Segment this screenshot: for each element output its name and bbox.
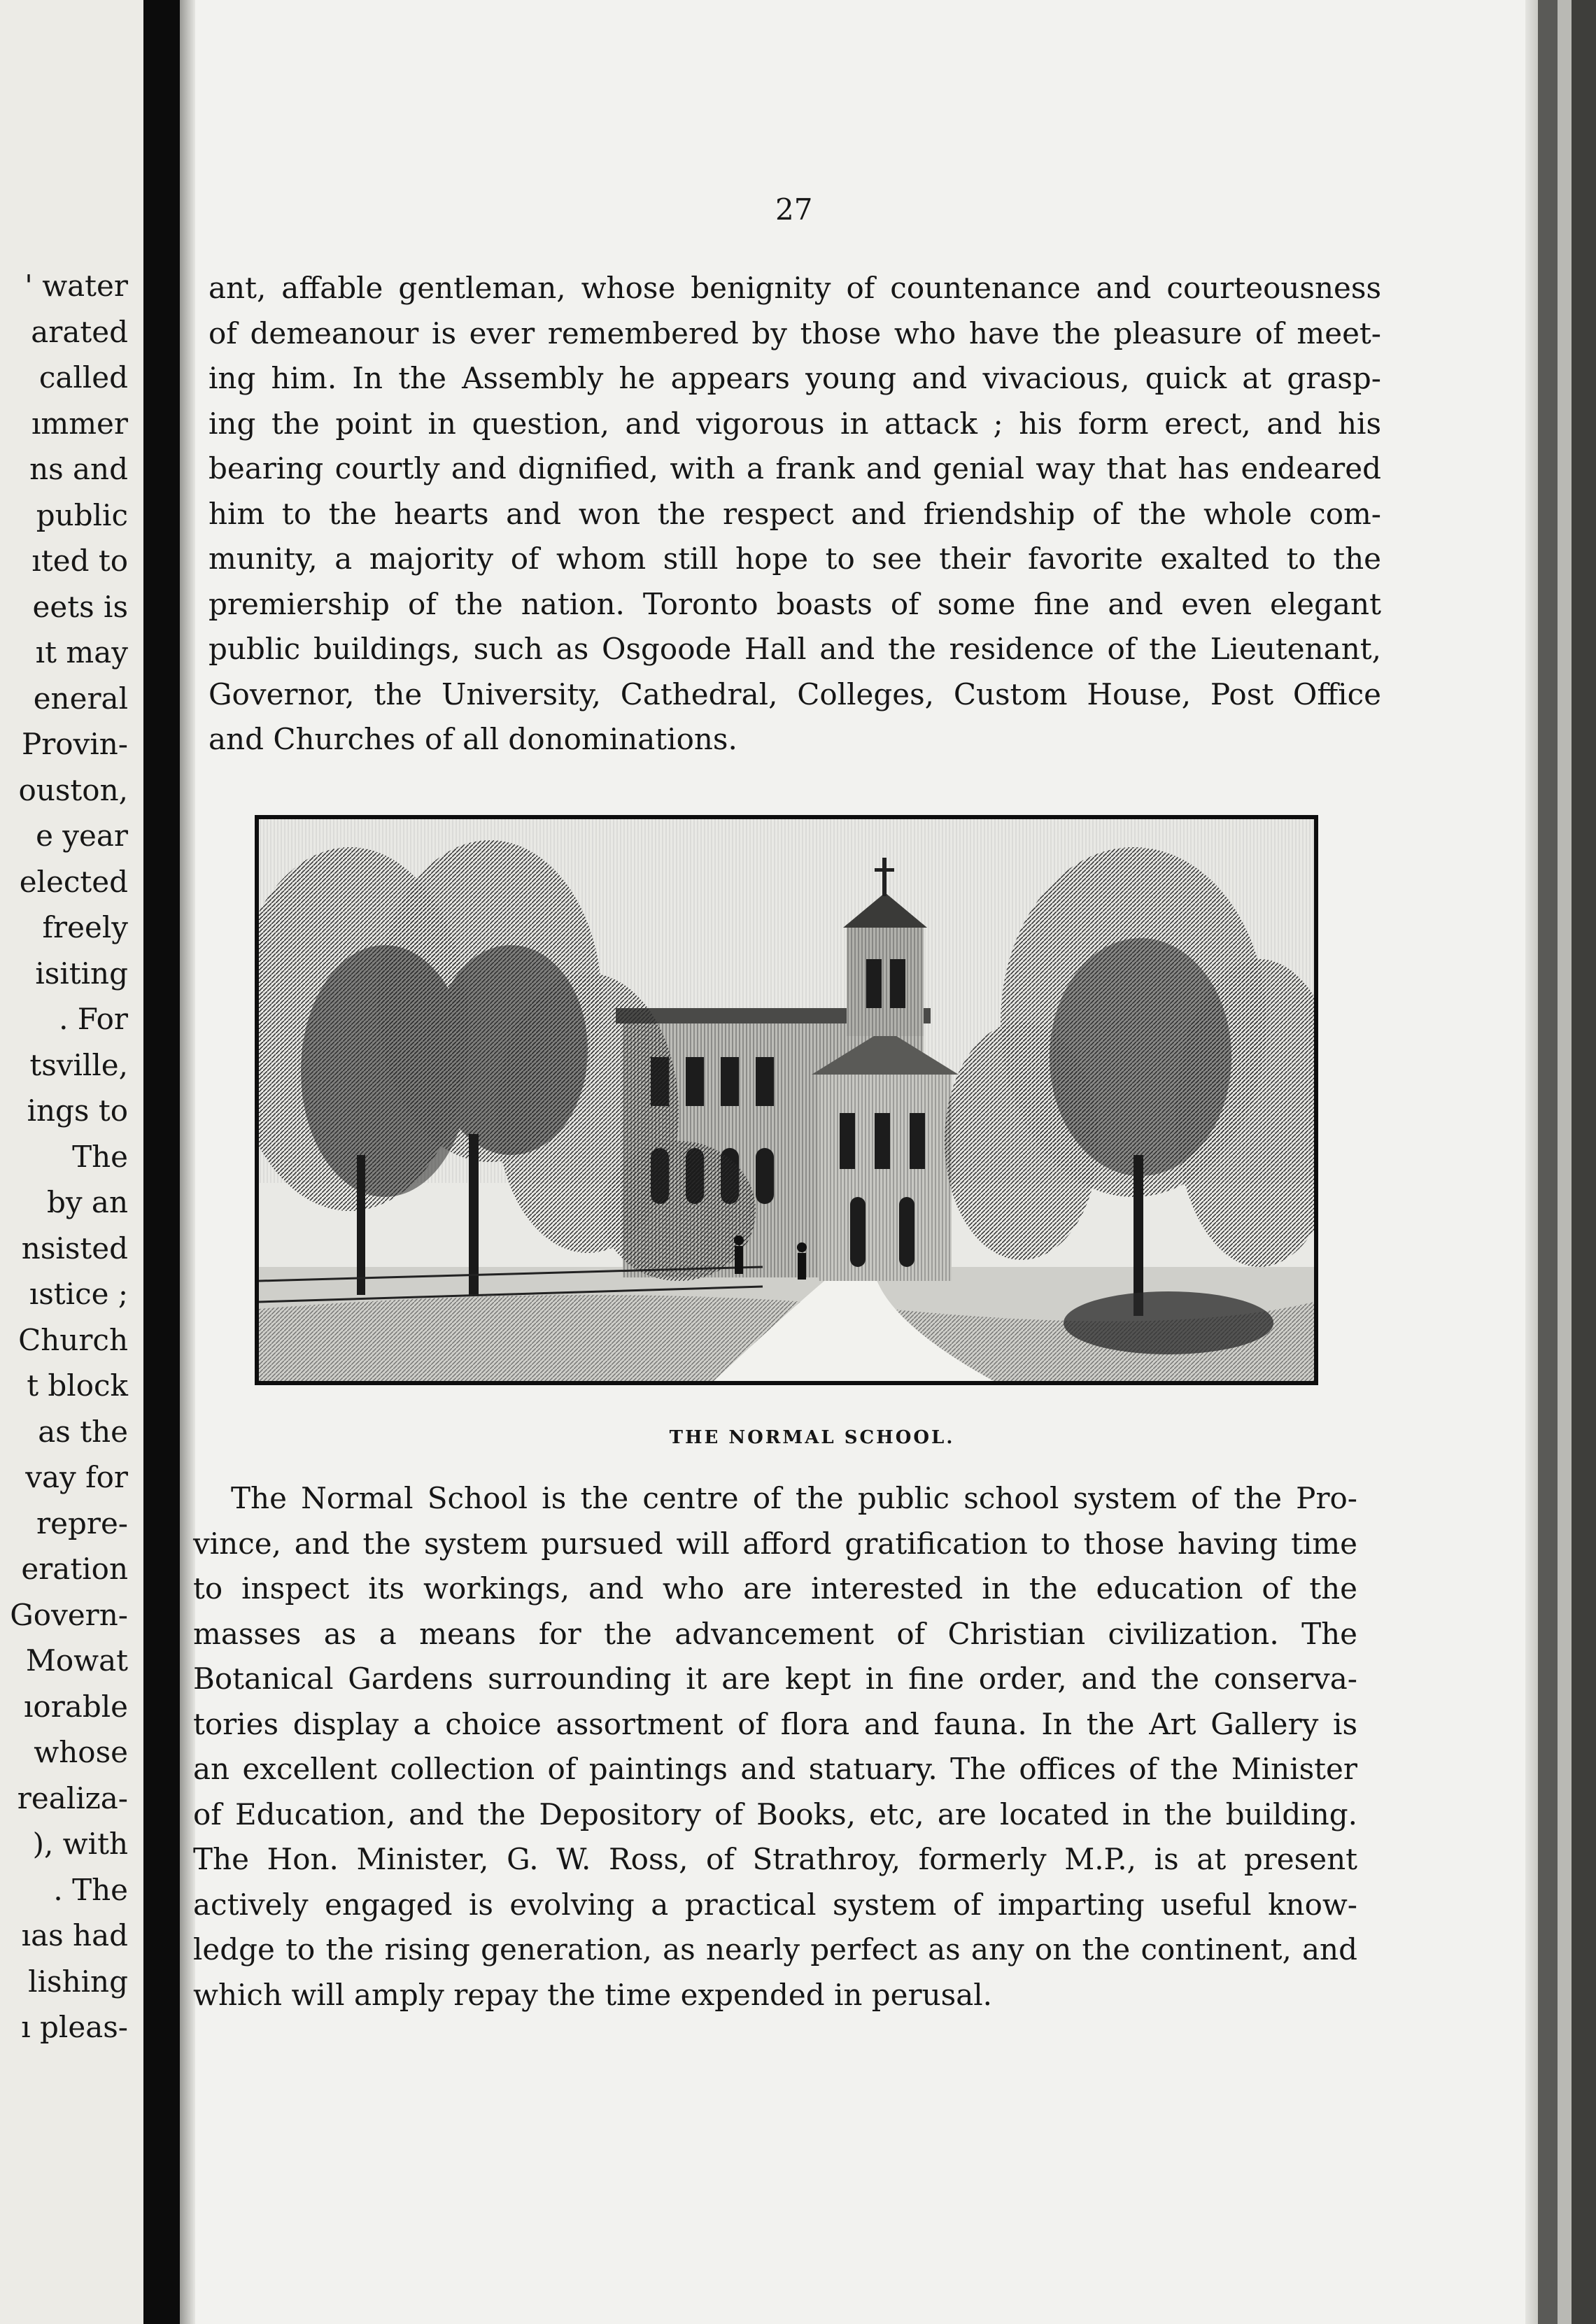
text-line: and Churches of all donominations. (209, 722, 737, 756)
facing-page-line: ' water (24, 269, 128, 303)
page-edge (1525, 0, 1538, 2324)
facing-page-line: . For (59, 1002, 128, 1036)
normal-school-illustration (259, 819, 1314, 1381)
text-line: Botanical Gardens surrounding it are kept in fine order, and the conserva- (193, 1661, 1357, 1696)
facing-page-line: ıt may (35, 635, 128, 669)
text-line: munity, a majority of whom still hope to see their favorite exalted to the (209, 541, 1381, 576)
facing-page-line: isiting (35, 956, 128, 991)
facing-page-line: ), with (32, 1827, 128, 1861)
text-line: public buildings, such as Osgoode Hall and the residence of the Lieutenant, (209, 632, 1381, 666)
page-edge (1572, 0, 1596, 2324)
text-line: him to the hearts and won the respect and friendship of the whole com- (209, 496, 1381, 531)
facing-page-line: e year (36, 819, 128, 853)
facing-page-line: elected (19, 864, 128, 899)
facing-page-line: ıstice ; (29, 1277, 128, 1311)
text-line: masses as a means for the advancement of Christian civilization. The (193, 1616, 1357, 1651)
text-line: Governor, the University, Cathedral, Colleges, Custom House, Post Office (209, 676, 1381, 711)
facing-page-line: ouston, (18, 772, 128, 807)
text-line: tories display a choice assortment of flora and fauna. In the Art Gallery is (193, 1706, 1357, 1741)
facing-page-line: ımmer (31, 406, 128, 441)
facing-page-line: as the (38, 1414, 128, 1449)
text-line: vince, and the system pursued will afford gratification to those having time (193, 1526, 1357, 1561)
facing-page-line: ns and (29, 452, 128, 486)
facing-page-line: ıted to (31, 544, 128, 578)
text-line: premiership of the nation. Toronto boasts of some fine and even elegant (209, 586, 1381, 621)
paragraph-2 (193, 1476, 1357, 2018)
facing-page-line: eets is (32, 589, 128, 624)
facing-page-line: Mowat (25, 1643, 128, 1678)
text-line: of Education, and the Depository of Books, etc, are located in the building. (193, 1797, 1357, 1831)
facing-page-line: lishing (28, 1964, 128, 1999)
facing-page-line: Provin- (21, 727, 128, 761)
facing-page-line: ıorable (23, 1689, 128, 1724)
facing-page-line: ings to (27, 1093, 128, 1128)
facing-page-line: freely (42, 910, 128, 944)
page-number: 27 (775, 192, 813, 227)
text-line: ant, affable gentleman, whose benignity of countenance and courteousness (209, 271, 1381, 305)
facing-page-line: tsville, (29, 1047, 128, 1082)
page-edge (1558, 0, 1572, 2324)
text-line: ledge to the rising generation, as nearly perfect as any on the continent, and (193, 1932, 1357, 1967)
facing-page-line: ı pleas- (21, 2010, 128, 2044)
facing-page-line: by an (46, 1185, 128, 1219)
text-line: actively engaged is evolving a practical system of imparting useful know- (193, 1887, 1357, 1922)
facing-page-line: realiza- (17, 1780, 128, 1815)
facing-page-line: eration (21, 1552, 128, 1586)
facing-page-line: The (72, 1139, 128, 1174)
facing-page-line: whose (34, 1735, 128, 1769)
page-edge (1538, 0, 1558, 2324)
facing-page-line: . The (53, 1872, 128, 1907)
text-line: bearing courtly and dignified, with a frank and genial way that has endeared (209, 451, 1381, 486)
text-line: The Hon. Minister, G. W. Ross, of Strathroy, formerly M.P., is at present (193, 1842, 1357, 1876)
facing-page-line: arated (31, 314, 128, 349)
facing-page-line: public (36, 497, 128, 532)
text-line: ing him. In the Assembly he appears young and vivacious, quick at grasp- (209, 361, 1381, 395)
paragraph-1 (209, 266, 1381, 763)
facing-page-line: t block (27, 1368, 128, 1403)
facing-page-line: Church (18, 1322, 128, 1357)
text-line: of demeanour is ever remembered by those who have the pleasure of meet- (209, 316, 1381, 350)
text-line: which will amply repay the time expended in perusal. (193, 1977, 993, 2012)
text-line: ing the point in question, and vigorous in attack ; his form erect, and his (209, 406, 1381, 441)
facing-page-line: Govern- (10, 1597, 128, 1632)
facing-page-fragment (0, 0, 143, 2324)
facing-page-line: nsisted (21, 1231, 128, 1266)
facing-page-line: vay for (25, 1460, 128, 1494)
illustration-caption: THE NORMAL SCHOOL. (669, 1427, 955, 1448)
text-line: an excellent collection of paintings and statuary. The offices of the Minister (193, 1752, 1357, 1786)
normal-school-engraving (255, 815, 1318, 1385)
facing-page-line: eneral (33, 681, 128, 716)
facing-page-line: called (38, 360, 128, 395)
facing-page-line: ıas had (21, 1918, 128, 1953)
facing-page-line: repre- (36, 1505, 128, 1540)
text-line: The Normal School is the centre of the public school system of the Pro- (231, 1481, 1357, 1515)
text-line: to inspect its workings, and who are interested in the education of the (193, 1571, 1357, 1606)
book-gutter (143, 0, 180, 2324)
